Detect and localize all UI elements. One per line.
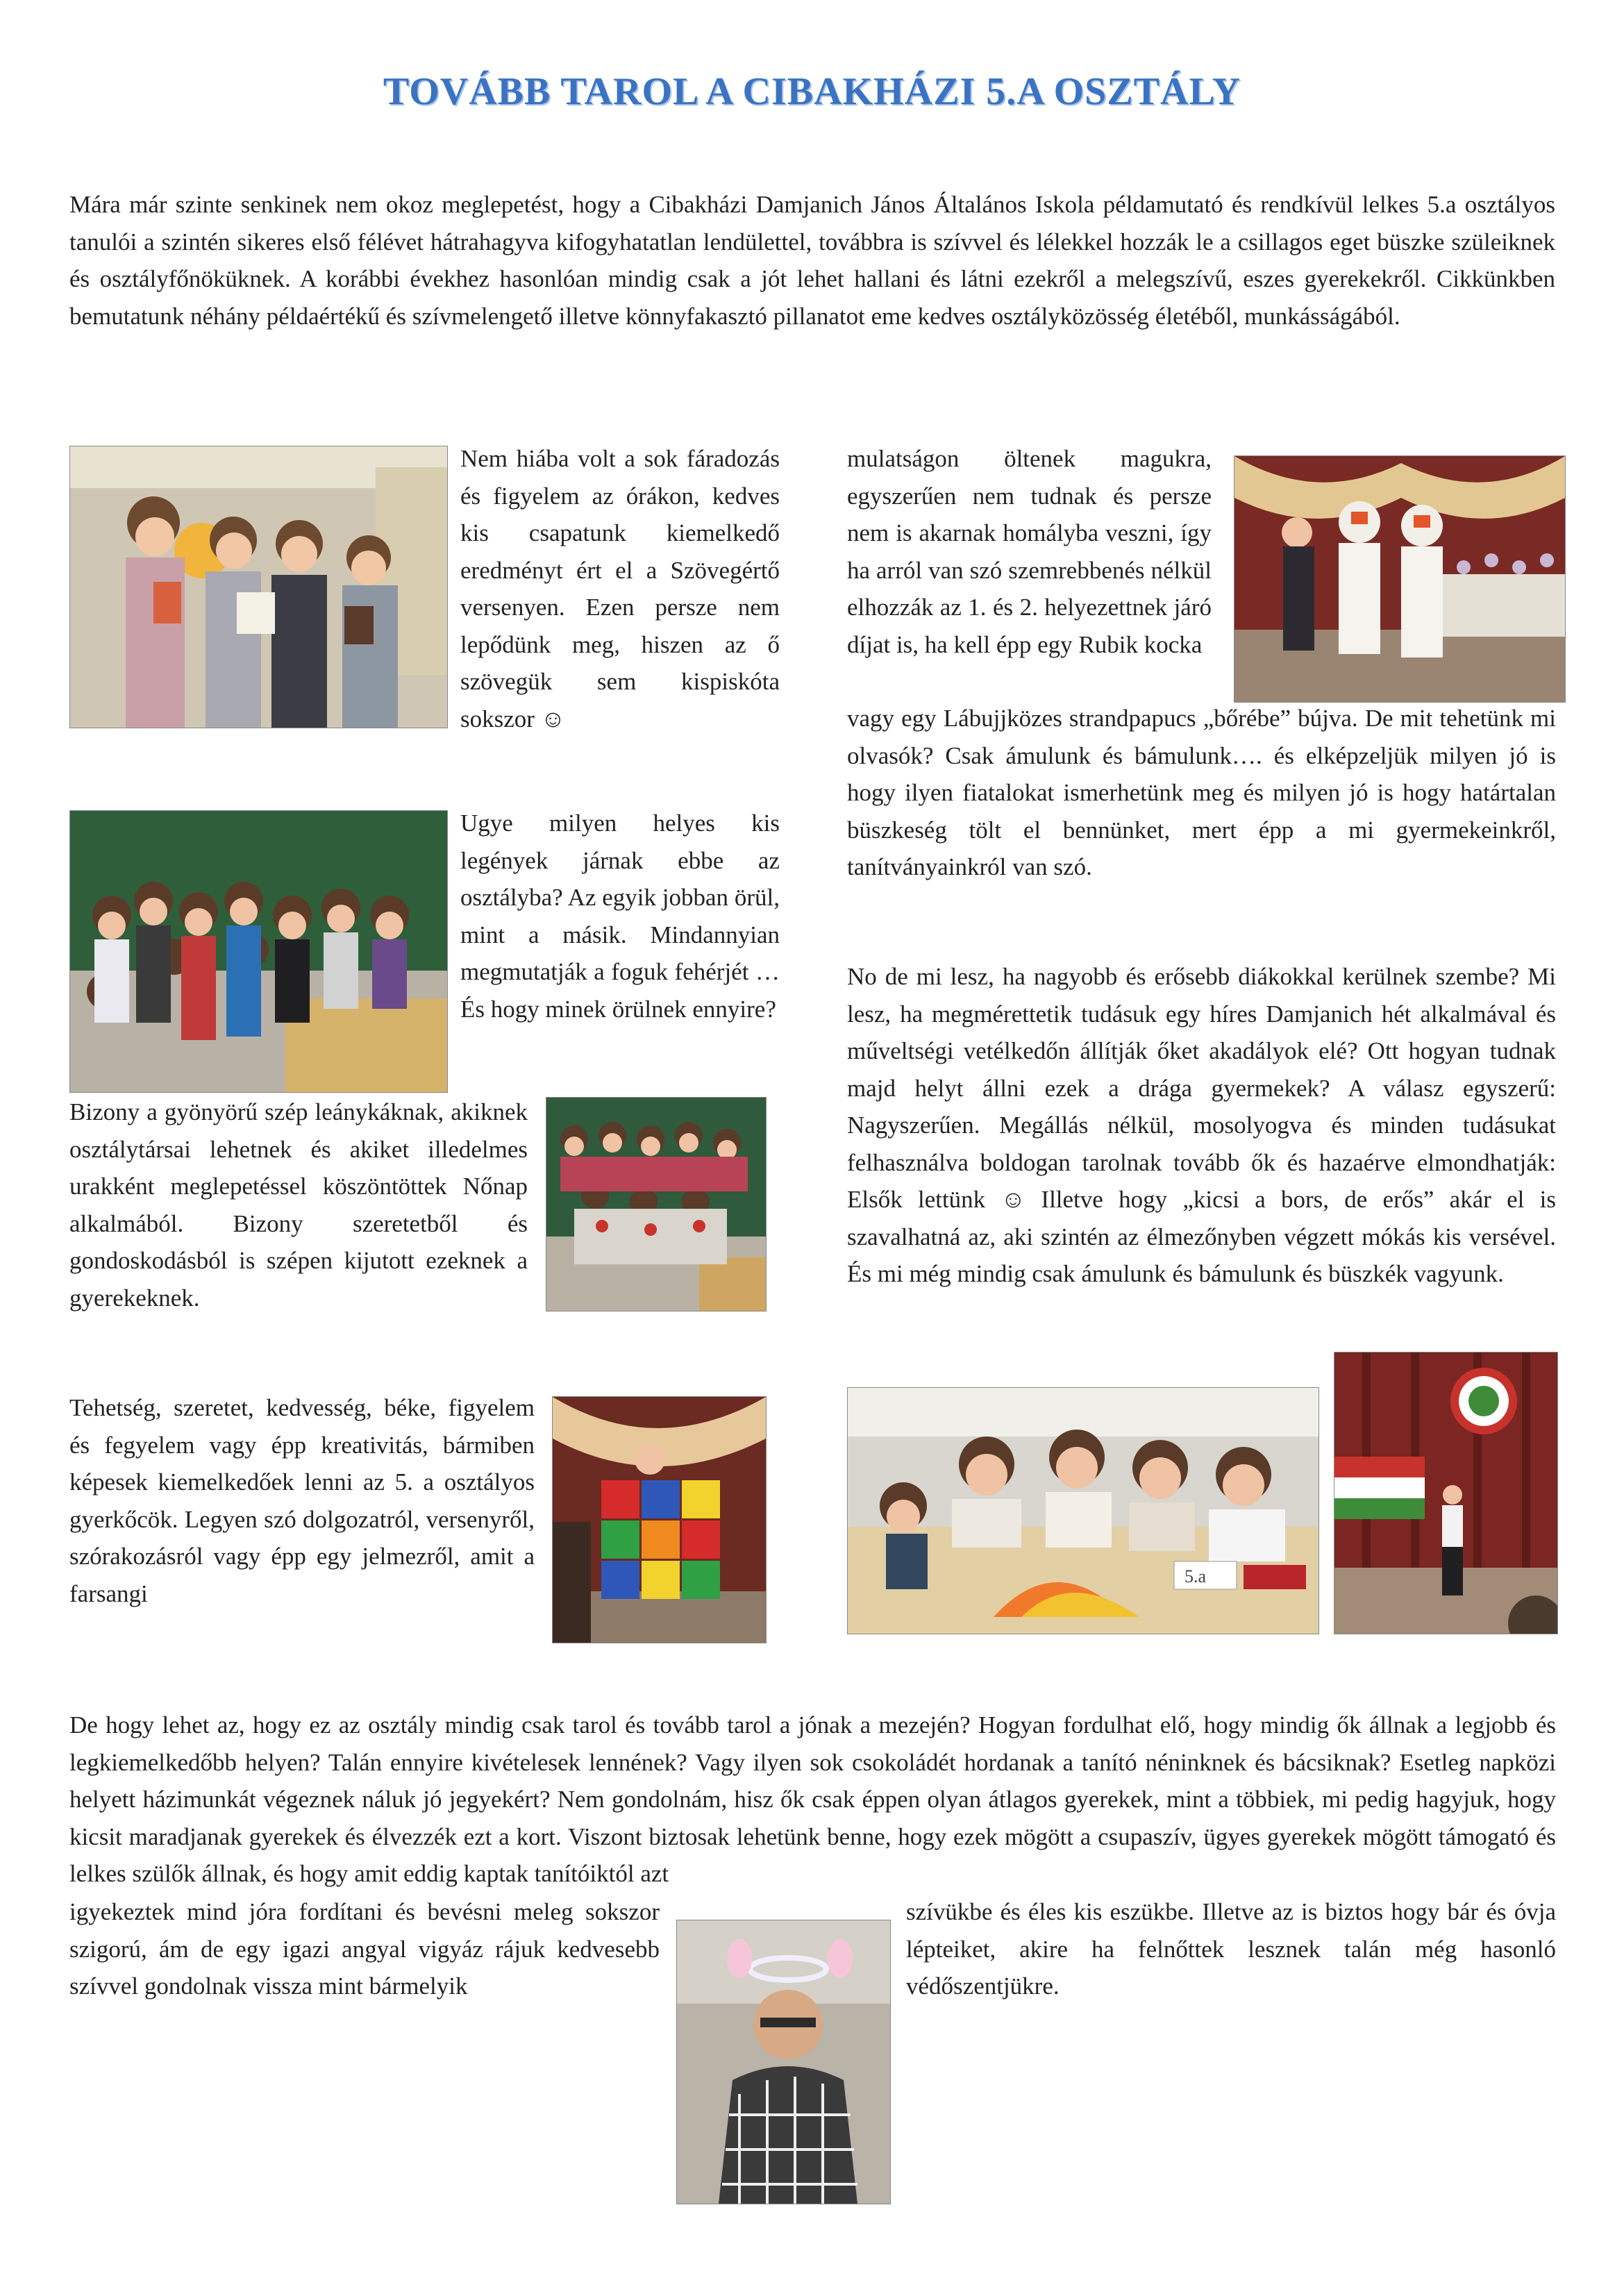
paragraph-rewards-part1: mulatságon öltenek magukra, egyszerűen nem tudnak és persze nem is akarnak homályba veszni, így ha arról van szó szemrebbenés nélkül elhozzák az 1. és 2. helyezettnek járó díjat is, ha kell épp egy Rubik kocka [847, 445, 1212, 658]
closing-paragraph: De hogy lehet az, hogy ez az osztály mindig csak tarol és tovább tarol a jónak a mezején? Hogyan fordulhat elő, hogy mindig ők állnak a legjobb és legkiemelkedőbb helyen? Talán ennyire kivételesek lennének? Vagy ilyen sok csokoládét hordanak a tanító néninknek és bácsiknak? Esetleg napközi helyett házimunkát végeznek náluk jó jegyekért? Nem gondolnám, hisz ők csak éppen olyan átlagos gyerekek, mint a többiek, mi pedig hagyjuk, hogy kicsit maradjanak gyerekek és élvezzék ezt a kort. Viszont biztosak lehetünk benne, hogy ezek mögött a csupaszív, ügyes gyerekek mögött támogató és lelkes szülők állnak, és hogy amit eddig kaptak tanítóiktól azt [69, 1711, 1556, 1887]
paragraph-boys: Ugye milyen helyes kis legények járnak ebbe az osztályba? Az egyik jobban örül, mint a másik. Mindannyian megmutatják a foguk fehérjét … És hogy minek örülnek ennyire? [460, 810, 780, 1023]
paragraph-rewards-part2: vagy egy Lábujjközes strandpapucs „bőrébe” bújva. De mit tehetünk mi olvasók? Csak ámulunk és bámulunk…. és elképzeljük milyen jó is hogy ilyen fiatalokat ismerhetünk meg és milyen jó is hogy határtalan büszkeség tölt el bennünket, mert épp a mi gyermekeinkről, tanítványainkról van szó. [847, 705, 1556, 880]
photo-reading-competition-girls [69, 446, 448, 728]
closing-paragraph-left: igyekeztek mind jóra fordítani és bevésni meleg sokszor szigorú, ám de egy igazi angyal vigyáz rájuk kedvesebb szívvel gondolnak vissza mint bármelyik [69, 1898, 660, 2000]
page-title: TOVÁBB TAROL A CIBAKHÁZI 5.A OSZTÁLY [383, 70, 1241, 113]
paragraph-womens-day: Bizony a gyönyörű szép leánykáknak, akiknek osztálytársai lehetnek és akiket illedelmes urakként meglepetéssel köszöntöttek Nőnap alkalmából. Bizony szeretetből és gondoskodásból is szépen kijutott ezeknek a gyerekeknek. [69, 1098, 528, 1312]
photo-boy-reciting-on-stage [1334, 1352, 1558, 1634]
photo-girls-womens-day [546, 1097, 767, 1312]
photo-boys-with-flowers [69, 810, 448, 1093]
photo-award-ceremony-stage [1234, 455, 1566, 703]
table-sign-text: 5.a [1184, 1566, 1207, 1586]
photo-rubik-cube-costume [552, 1396, 767, 1643]
intro-paragraph: Mára már szinte senkinek nem okoz meglepetést, hogy a Cibakházi Damjanich János Általános Iskola példamutató és rendkívül lelkes 5.a osztályos tanulói a szintén sikeres első félévet hátrahagyva kifogyhatatlan lendülettel, továbbra is szívvel és lélekkel hozzák le a csillagos eget büszke szüleiknek és osztályfőnöküknek. A korábbi évekhez hasonlóan mindig csak a jót lehet hallani és látni ezekről a melegszívű, eszes gyerekekről. Cikkünkben bemutatunk néhány példaértékű és szívmelengető illetve könnyfakasztó pillanatot eme kedves osztályközösség életéből, munkásságából. [69, 191, 1555, 330]
photo-quiz-team [847, 1387, 1319, 1634]
closing-paragraph-right: szívükbe és éles kis eszükbe. Illetve az is biztos hogy bár és óvja lépteiket, akire ha felnőttek lesznek talán még hasonló védőszentjükre. [906, 1898, 1556, 2000]
photo-teacher-angel [676, 1920, 891, 2204]
paragraph-damjanich-week: No de mi lesz, ha nagyobb és erősebb diákokkal kerülnek szembe? Mi lesz, ha megmérettetik tudásuk egy híres Damjanich hét alkalmával és műveltségi vetélkedőn állítják őket akadályok elé? Ott hogyan tudnak majd helyt állni ezek a drága gyermekek? A válasz egyszerű: Nagyszerűen. Megállás nélkül, mosolyogva és minden tudásukat felhasználva boldogan tarolnak tovább ők és hazaérve elmondhatják: Elsők lettünk ☺ Illetve hogy „kicsi a bors, de erős” akár el is szavalhatná az, aki szintén az élmezőnyben végzett mókás kis versével. És mi még mindig csak ámulunk és bámulunk és büszkék vagyunk. [847, 963, 1556, 1287]
paragraph-talent: Tehetség, szeretet, kedvesség, béke, figyelem és fegyelem vagy épp kreativitás, bármiben képesek kiemelkedőek lenni az 5. a osztályos gyerkőcök. Legyen szó dolgozatról, versenyről, szórakozásról vagy épp egy jelmezről, amit a farsangi [69, 1394, 535, 1607]
paragraph-reading-competition: Nem hiába volt a sok fáradozás és figyelem az órákon, kedves kis csapatunk kiemelkedő eredményt ért el a Szövegértő versenyen. Ezen persze nem lepődünk meg, hiszen az ő szövegük sem kispiskóta sokszor ☺ [460, 445, 780, 732]
